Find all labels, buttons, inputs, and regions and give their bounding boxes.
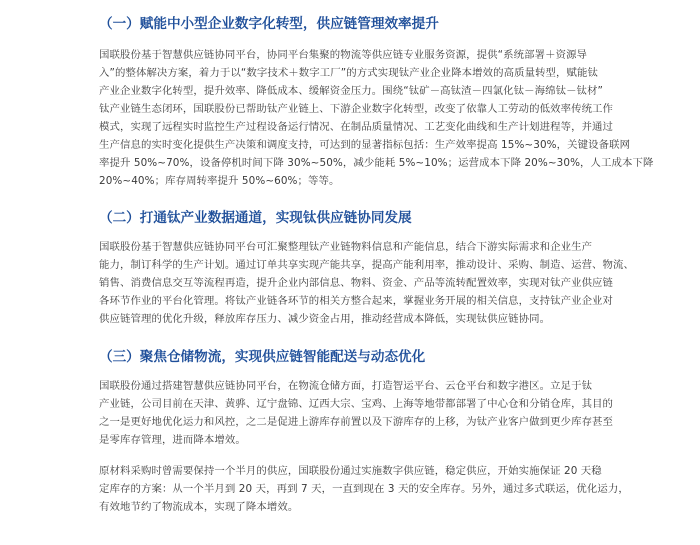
section-1-heading: （一）赋能中小型企业数字化转型，供应链管理效率提升 — [99, 16, 439, 32]
text-line: 产业链，公司目前在天津、黄骅、辽宁盘锦、辽西大宗、宝鸡、上海等地带都部署了中心仓和分销仓库，其目的 — [99, 398, 614, 410]
text-line: 之一是更好地优化运力和风控，之二是促进上游库存前置以及下游库存的上移，为钛产业客户做到更少库存甚至 — [99, 416, 614, 428]
text-line: 钛产业链生态闭环，国联股份已帮助钛产业链上、下游企业数字化转型，改变了依靠人工劳动的低效率传统工作 — [99, 103, 614, 115]
text-line: 各环节作业的平台化管理。将钛产业链各环节的相关方整合起来，掌握业务开展的相关信息，支持钛产业企业对 — [99, 295, 614, 307]
text-line: 产业企业数字化转型，提升效率、降低成本、缓解资金压力。围绕“钛矿－高钛渣－四氯化钛－海绵钛－钛材” — [99, 85, 604, 97]
section-3-heading: （三）聚焦仓储物流，实现供应链智能配送与动态优化 — [99, 349, 426, 365]
text-line: 国联股份通过搭建智慧供应链协同平台，在物流仓储方面，打造智运平台、云仓平台和数字港区。立足于钛 — [99, 380, 593, 392]
text-line: 生产信息的实时变化提供生产决策和调度支持，可达到的显著指标包括：生产效率提高 15%~30%，关键设备联网 — [99, 139, 631, 151]
text-line: 原材料采购时曾需要保持一个半月的供应，国联股份通过实施数字供应链，稳定供应，开始实施保证 20 天稳 — [99, 465, 602, 477]
text-line: 国联股份基于智慧供应链协同平台可汇聚整理钛产业链物料信息和产能信息，结合下游实际需求和企业生产 — [99, 241, 593, 253]
text-line: 能力，制订科学的生产计划。通过订单共享实现产能共享，提高产能利用率，推动设计、采购、制造、运营、物流、 — [99, 259, 635, 271]
section-2-heading: （二）打通钛产业数据通道，实现钛供应链协同发展 — [99, 210, 412, 226]
text-line: 20%~40%；库存周转率提升 50%~60%；等等。 — [99, 175, 340, 187]
text-line: 是零库存管理，进而降本增效。 — [99, 434, 246, 446]
text-line: 销售、消费信息交互等流程再造，提升企业内部信息、物料、资金、产品等流转配置效率，实现对钛产业供应链 — [99, 277, 614, 289]
text-line: 入”的整体解决方案，着力于以“数字技术＋数字工厂”的方式实现钛产业企业降本增效的高质量转型，赋能钛 — [99, 67, 599, 79]
text-line: 供应链管理的优化升级，释放库存压力、减少资金占用，推动经营成本降低，实现钛供应链协同。 — [99, 313, 551, 325]
text-line: 有效地节约了物流成本，实现了降本增效。 — [99, 501, 299, 513]
text-line: 率提升 50%~70%，设备停机时间下降 30%~50%，减少能耗 5%~10%；运营成本下降 20%~30%，人工成本下降 — [99, 157, 654, 169]
text-line: 定库存的方案：从一个半月到 20 天，再到 7 天，一直到现在 3 天的安全库存。另外，通过多式联运，优化运力， — [99, 483, 629, 495]
text-line: 国联股份基于智慧供应链协同平台，协同平台集聚的物流等供应链专业服务资源，提供“系统部署＋资源导 — [99, 49, 588, 61]
text-line: 模式，实现了远程实时监控生产过程设备运行情况、在制品质量情况、工艺变化曲线和生产计划进程等，并通过 — [99, 121, 614, 133]
